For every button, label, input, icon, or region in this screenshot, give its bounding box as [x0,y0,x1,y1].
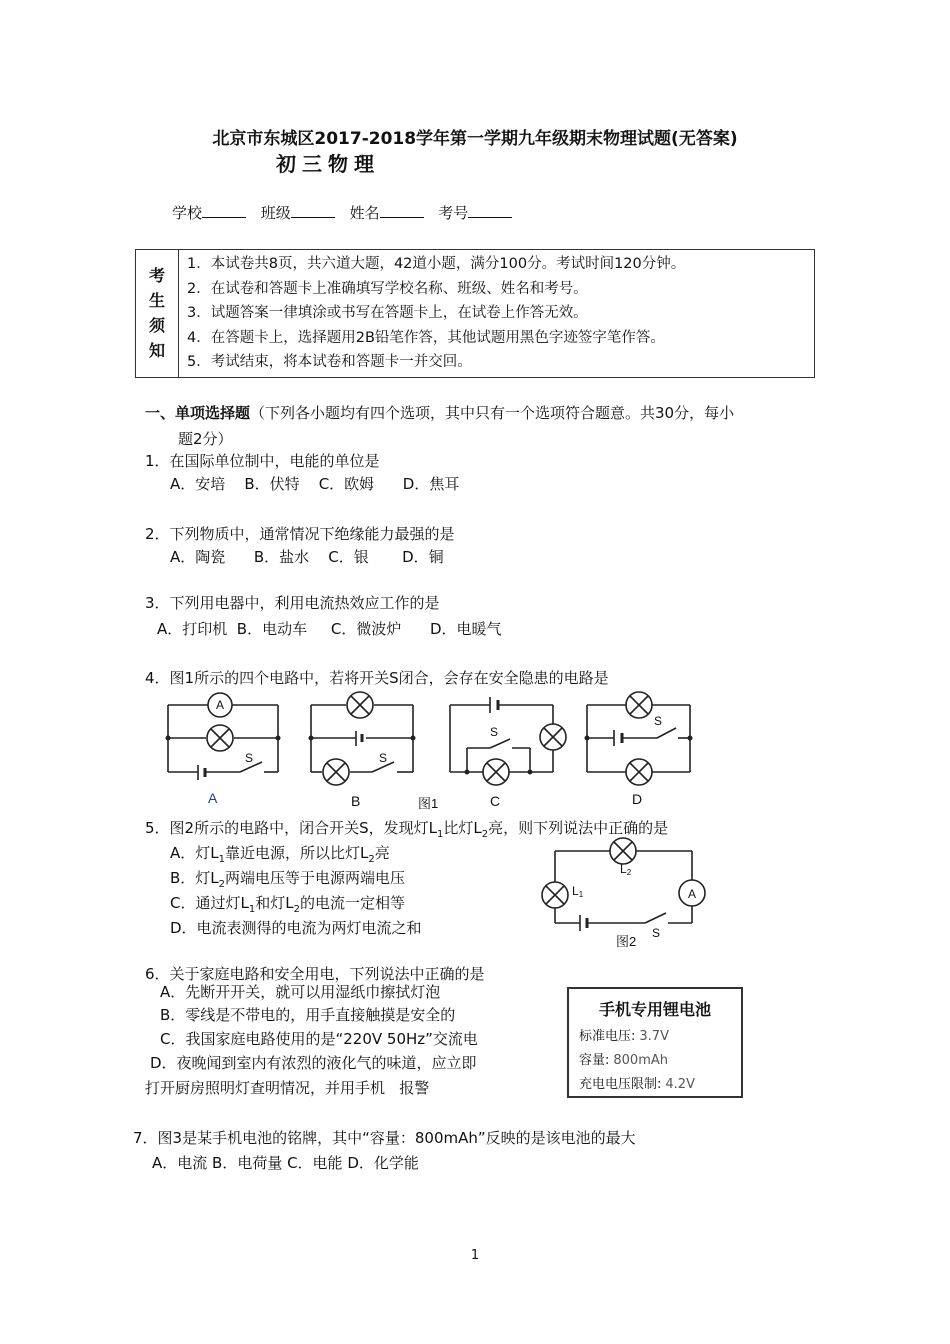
fig2-l1-label: L1 [572,884,584,899]
notice-item: 4．在答题卡上，选择题用2B铅笔作答，其他试题用黑色字迹签字笔作答。 [187,329,665,346]
q5-option-d: D．电流表测得的电流为两灯电流之和 [170,919,422,937]
battery-title: 手机专用锂电池 [598,1000,711,1019]
q1-options: A．安培 B．伏特 C．欧姆 D．焦耳 [170,475,460,493]
info-field-name: 姓名 [349,204,380,222]
fig2-switch-label: S [652,926,661,940]
notice-item: 2．在试卷和答题卡上准确填写学校名称、班级、姓名和考号。 [187,280,588,297]
circuit-a-label: A [208,790,218,806]
battery-row [579,1073,695,1092]
q5-opt-part: 靠近电源，所以比灯 [225,844,361,862]
figure2-caption: 图2 [616,934,637,949]
q5-lamp-letter: L [428,819,437,837]
fig2-ammeter-symbol: A [688,887,697,901]
page-title: 北京市东城区2017-2018学年第一学期九年级期末物理试题(无答案) [212,129,738,149]
notice-heading-char: 考 [148,266,165,286]
notice-heading-char: 须 [148,316,165,336]
q2-stem: 2．下列物质中，通常情况下绝缘能力最强的是 [145,525,455,543]
notice-heading-char: 知 [148,341,165,361]
q5-stem-part: 亮，则下列说法中正确的是 [488,819,669,837]
q5-lamp-letter: L [473,819,482,837]
q5-sub: 2 [293,904,300,915]
q2-options: A．陶瓷 B．盐水 C．银 D．铜 [170,548,444,566]
section1-desc: （下列各小题均有四个选项，其中只有一个选项符合题意。共30分，每小 [250,404,735,422]
battery-row-label: 容量: [579,1053,610,1068]
info-field-number: 考号 [438,204,469,222]
notice-item: 3．试题答案一律填涂或书写在答题卡上，在试卷上作答无效。 [187,305,588,321]
figure1-caption: 图1 [418,796,439,811]
switch-label-a: S [245,751,254,765]
q5-sub: 1 [436,829,444,840]
circuit-d-label: D [632,791,643,807]
q5-sub: 2 [218,879,226,890]
q7-options: A．电流 B．电荷量 C．电能 D．化学能 [152,1154,419,1172]
q6-option-c: C．我国家庭电路使用的是“220V 50Hz”交流电 [160,1030,478,1048]
q5-sub: 1 [218,854,225,865]
q5-option-a [170,842,390,865]
q6-option-a: A．先断开开关，就可以用湿纸巾擦拭灯泡 [160,983,441,1001]
q5-stem-part: 比灯 [443,819,474,837]
q5-lamp-letter: L [360,844,369,862]
q6-option-d-cont: 打开厨房照明灯查明情况，并用手机 报警 [145,1079,430,1097]
q5-sub: 2 [368,854,375,865]
q3-stem: 3．下列用电器中，利用电流热效应工作的是 [145,594,440,612]
fig2-l2-label: L2 [620,862,632,877]
q5-opt-part: 两端电压等于电源两端电压 [225,869,406,887]
notice-heading-char: 生 [148,291,165,311]
q6-stem: 6．关于家庭电路和安全用电，下列说法中正确的是 [145,965,485,983]
q5-opt-part: 和灯 [255,894,286,912]
battery-row [579,1049,668,1068]
battery-row [579,1025,669,1044]
battery-row-value: 4.2V [665,1077,695,1092]
info-field-school: 学校 [172,204,203,222]
battery-nameplate [567,987,743,1098]
battery-row-value: 3.7V [639,1029,669,1044]
circuit-b-label: B [351,793,361,809]
q5-opt-part: 亮 [374,844,390,862]
q5-opt-part: C．通过灯 [170,894,241,912]
switch-label-c: S [490,725,499,739]
q5-lamp-letter: L [285,894,294,912]
q5-lamp-letter: L [210,869,219,887]
q7-stem: 7．图3是某手机电池的铭牌，其中“容量：800mAh”反映的是该电池的最大 [133,1129,636,1147]
battery-row-value: 800mAh [613,1053,668,1068]
notice-item: 1．本试卷共8页，共六道大题，42道小题，满分100分。考试时间120分钟。 [187,256,686,272]
circuit-d [587,692,690,785]
q4-stem: 4．图1所示的四个电路中，若将开关S闭合，会存在安全隐患的电路是 [145,669,609,687]
battery-row-label: 标准电压: [579,1029,636,1044]
battery-row-label: 充电电压限制: [579,1077,662,1092]
q5-sub: 2 [481,829,489,840]
switch-label-d: S [654,714,663,728]
q3-options: A．打印机 B．电动车 C．微波炉 D．电暖气 [157,620,502,638]
q5-option-b [170,867,405,890]
circuit-b [311,692,413,785]
switch-label-b: S [379,751,388,765]
q6-option-b: B．零线是不带电的，用手直接触摸是安全的 [160,1006,456,1024]
q1-stem: 1．在国际单位制中，电能的单位是 [145,452,380,470]
q5-lamp-letter: L [210,844,219,862]
notice-item: 5．考试结束，将本试卷和答题卡一并交回。 [187,354,472,370]
q5-opt-part: 的电流一定相等 [299,894,405,912]
ammeter-symbol: A [216,698,225,712]
q5-stem-part: 5．图2所示的电路中，闭合开关S，发现灯 [145,819,429,837]
circuit-c-label: C [490,793,501,809]
section1-desc-2: 题2分） [178,430,233,448]
q6-option-d: D．夜晚闻到室内有浓烈的液化气的味道，应立即 [150,1054,477,1072]
q5-sub: 1 [248,904,256,915]
q5-lamp-letter: L [240,894,249,912]
page-number: 1 [470,1248,480,1263]
q5-opt-part: A．灯 [170,844,211,862]
info-field-class: 班级 [260,204,291,222]
figure2-circuit [540,835,720,955]
section1-label: 一、单项选择题 [145,404,251,422]
page-subtitle: 初三物理 [276,152,380,176]
q5-option-c [170,892,405,915]
q5-opt-part: B．灯 [170,869,211,887]
